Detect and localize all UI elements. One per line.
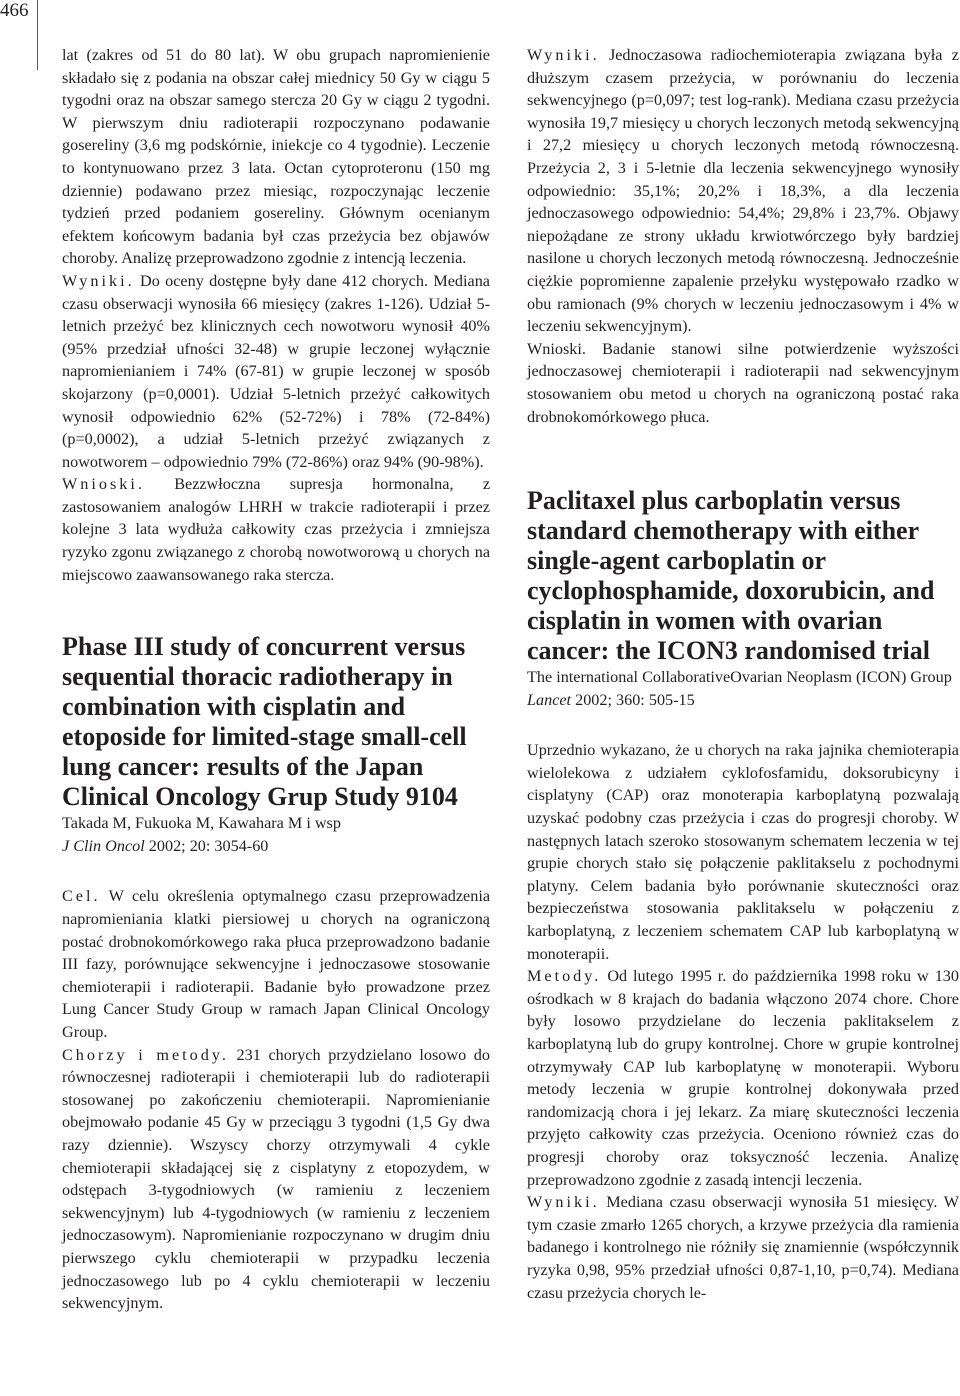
paragraph-text: Jednoczasowa radiochemioterapia związana była z dłuższym czasem przeżycia, w porównaniu do leczenia sekwencyjnego (p=0,097; test log-rank). Mediana czasu przeżycia wynosiła 19,7 miesięcy u chorych leczonych metodą sekwencyjną i 27,2 miesięcy u chorych leczonych metodą równoczesną. Przeżycia 2, 3 i 5-letnie dla leczenia sekwencyjnego wynosiły odpowiednio: 35,1%; 20,2% i 18,3%, a dla leczenia jednoczasowego odpowiednio: 54,4%; 29,8% i 23,7%. Objawy niepożądane ze strony układu krwiotwórczego były bardziej nasilone u chorych leczonych metodą równoczesną. Jednocześnie ciężkie popromienne zapalenie przełyku występowało rzadko w obu ramionach (9% chorych w leczeniu jednoczasowym i 4% w leczeniu sekwencyjnym). <box>527 46 959 336</box>
methods-paragraph <box>527 965 959 1191</box>
section-lead: Chorzy i metody. <box>62 1045 229 1064</box>
paragraph-text: Uprzednio wykazano, że u chorych na raka jajnika chemioterapia wielolekowa z udziałem cyklofosfamidu, doksorubicyny i cisplatyny (CAP) oraz monoterapia karboplatyną pozwalają uzyskać podobny czas przeżycia i czas do progresji choroby. W następnych latach szeroko stosowanym schematem leczenia w tej grupie chorych stało się połączenie paklitakselu z pochodnymi platyny. Celem badania było porównanie skuteczności oraz bezpieczeństwa stosowania paklitakselu w połączeniu z karboplatyną, z leczeniem schematem CAP lub karboplatyną w monoterapii. <box>527 741 959 963</box>
journal-ref: 2002; 360: 505-15 <box>571 690 695 709</box>
section-lead: Metody. <box>527 967 602 986</box>
journal-name: J Clin Oncol <box>62 836 145 855</box>
article-title: Phase III study of concurrent versus sequential thoracic radiotherapy in combination with cisplatin and etoposide for limited-stage small-cell lung cancer: results of the Japan Clinical Oncology Grup Study 9104 <box>62 632 467 812</box>
margin-rule <box>37 0 38 70</box>
conclusions-paragraph <box>527 338 959 428</box>
results-paragraph <box>62 270 490 473</box>
article-title: Paclitaxel plus carboplatin versus standard chemotherapy with either single-agent carboplatin or cyclophosphamide, doxorubicin, and cisplatin in women with ovarian cancer: the ICON3 randomised trial <box>527 486 935 666</box>
aim-paragraph <box>62 885 490 1043</box>
conclusions-paragraph <box>62 473 490 586</box>
paragraph-text: Badanie stanowi silne potwierdzenie wyższości jednoczasowej chemioterapii i radioterapii nad sekwencyjnym stosowaniem obu metod u chorych na ograniczoną postać raka drobnokomórkowego płuca. <box>527 339 959 426</box>
paragraph-text: Mediana czasu obserwacji wynosiła 51 miesięcy. W tym czasie zmarło 1265 chorych, a krzywe przeżycia dla ramienia badanego i kontrolnego nie różniły się znamiennie (współczynnik ryzyka 0,98, 95% przedział ufności 0,87-1,10, p=0,74). Mediana czasu przeżycia chorych le- <box>527 1193 959 1302</box>
section-lead: Wnioski. <box>62 475 145 494</box>
results-paragraph <box>527 1191 959 1304</box>
journal-ref: 2002; 20: 3054-60 <box>144 836 269 855</box>
journal-name: Lancet <box>527 690 572 709</box>
section-lead: Wyniki. <box>62 271 135 290</box>
section-lead: Cel. <box>62 887 101 906</box>
article-citation <box>62 835 490 858</box>
paragraph-text: Do oceny dostępne były dane 412 chorych. Mediana czasu obserwacji wynosiła 66 miesięcy (zakres 1-126). Udział 5-letnich przeżyć bez klinicznych cech nowotworu wynosił 40% (95% przedział ufności 32-48) w grupie leczonej wyłącznie napromienianiem i 74% (67-81) w grupie leczonej w sposób skojarzony (p=0,0001). Udział 5-letnich przeżyć całkowitych wynosił odpowiednio 62% (52-72%) i 78% (72-84%) (p=0,0002), a udział 5-letnich przeżyć związanych z nowotworem – odpowiednio 79% (72-86%) oraz 94% (90-98%). <box>62 271 490 471</box>
paragraph-text: Bezzwłoczna supresja hormonalna, z zastosowaniem analogów LHRH w trakcie radioterapii i przez kolejne 3 lata wydłuża całkowity czas przeżycia i zmniejsza ryzyko zgonu związanego z chorobą nowotworową u chorych na miejscowo zaawansowanego raka stercza. <box>62 475 490 584</box>
paragraph-text: lat (zakres od 51 do 80 lat). W obu grupach napromienienie składało się z podania na obszar całej miednicy 50 Gy w ciągu 5 tygodni oraz na obszar samego stercza 20 Gy w ciągu 2 tygodni. W pierwszym dniu radioterapii rozpoczynano podawanie gosereliny (3,6 mg podskórnie, iniekcje co 4 tygodnie). Leczenie to kontynuowano przez 3 lata. Octan cytoproteronu (150 mg dziennie) podawano przez miesiąc, rozpoczynając leczenie tydzień przed podaniem gosereliny. Głównym ocenianym efektem końcowym badania był czas przeżycia bez objawów choroby. Analizę przeprowadzono zgodnie z intencją leczenia. <box>62 46 490 268</box>
left-column <box>62 44 490 1315</box>
right-column <box>527 44 959 1304</box>
section-lead: Wyniki. <box>527 46 600 64</box>
section-lead: Wyniki. <box>527 1193 600 1212</box>
article-citation <box>527 689 959 712</box>
results-paragraph <box>527 44 959 338</box>
article-authors: The international CollaborativeOvarian Neoplasm (ICON) Group <box>527 668 952 687</box>
article-authors: Takada M, Fukuoka M, Kawahara M i wsp <box>62 814 341 833</box>
intro-paragraph <box>527 739 959 965</box>
paragraph-text: 231 chorych przydzielano losowo do równoczesnej radioterapii i chemioterapii lub do radioterapii stosowanej po zakończeniu chemioterapii. Napromienianie obejmowało podanie 45 Gy w przeciągu 3 tygodni (1,5 Gy dwa razy dziennie). Wszyscy chorzy otrzymywali 4 cykle chemioterapii składającej się z cisplatyny z etopozydem, w odstępach 3-tygodniowych (w ramieniu z leczeniem sekwencyjnym) lub 4-tygodniowych (w ramieniu z leczeniem jednoczasowym). Napromienianie rozpoczynano w drugim dniu pierwszego cyklu chemioterapii w przypadku leczenia jednoczasowego lub po 4 cyklu chemioterapii w leczeniu sekwencyjnym. <box>62 1045 490 1313</box>
paragraph-text: Od lutego 1995 r. do października 1998 roku w 130 ośrodkach w 8 krajach do badania włączono 2074 chore. Chore były losowo przydzielane do leczenia paklitakselem z karboplatyną lub do grupy kontrolnej. Chore w grupie kontrolnej otrzymywały CAP lub karboplatynę w monoterapii. Wyboru metody leczenia w grupie kontrolnej dokonywała przed randomizacją chora i jej lekarz. Za miarę skuteczności leczenia przyjęto całkowity czas przeżycia. Oceniono również czas do progresji choroby oraz toksyczność leczenia. Analizę przeprowadzono zgodnie z zasadą intencji leczenia. <box>527 967 959 1189</box>
paragraph <box>62 44 490 270</box>
page-number: 466 <box>0 0 29 21</box>
section-lead: Wnioski. <box>527 339 586 358</box>
paragraph-text: W celu określenia optymalnego czasu przeprowadzenia napromieniania klatki piersiowej u chorych na ograniczoną postać drobnokomórkowego raka płuca przeprowadzono badanie III fazy, porównujące sekwencyjne i jednoczasowe stosowanie chemioterapii i radioterapii. Badanie było prowadzone przez Lung Cancer Study Group w ramach Japan Clinical Oncology Group. <box>62 887 490 1041</box>
methods-paragraph <box>62 1044 490 1315</box>
